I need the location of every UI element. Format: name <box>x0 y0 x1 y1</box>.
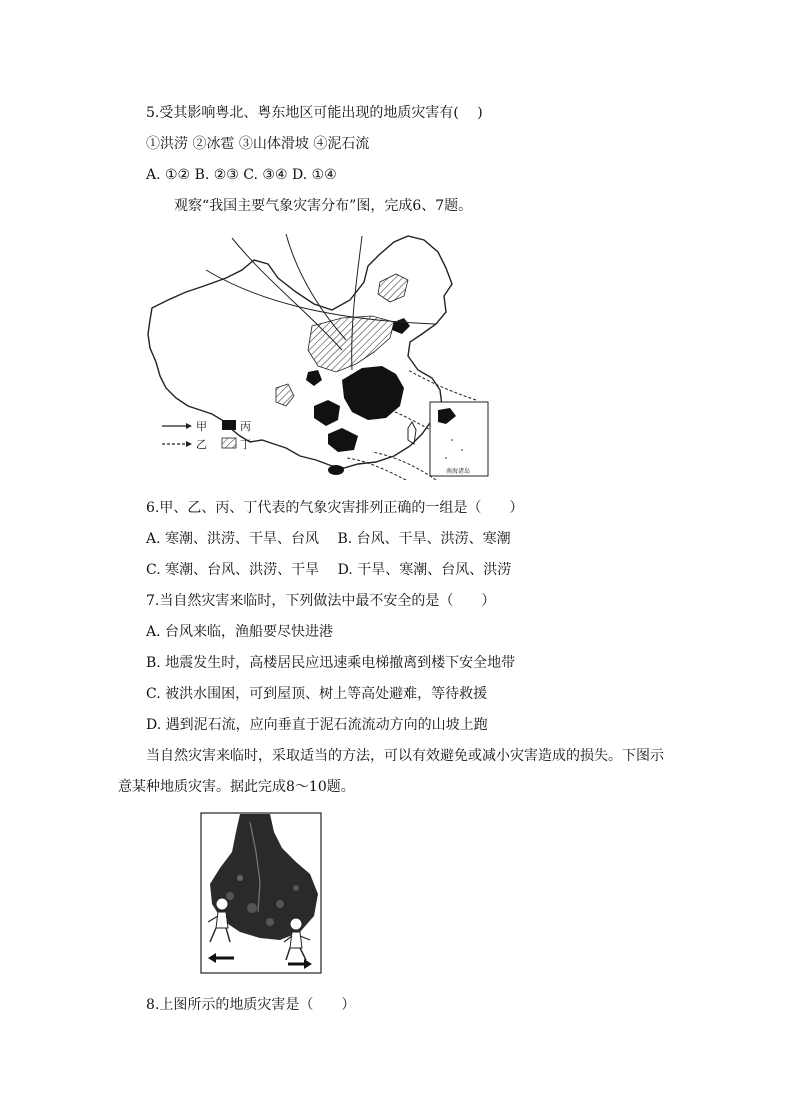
q6-stem: 6.甲、乙、丙、丁代表的气象灾害排列正确的一组是（ ） <box>146 500 524 516</box>
legend-yi-label: 乙 <box>196 438 207 451</box>
q7-option-c: C. 被洪水围困，可到屋顶、树上等高处避难，等待救援 <box>146 686 488 702</box>
q7-option-b: B. 地震发生时，高楼居民应迅速乘电梯撤离到楼下安全地带 <box>146 655 516 671</box>
q7-stem: 7.当自然灾害来临时，下列做法中最不安全的是（ ） <box>146 593 496 609</box>
yi-line-2 <box>408 370 476 400</box>
ding-region-sw <box>276 384 294 406</box>
taiwan-island <box>408 422 416 444</box>
q5-choices: A. ①② B. ②③ C. ③④ D. ①④ <box>146 167 337 183</box>
china-disaster-map <box>146 230 492 480</box>
bohai-region <box>392 318 410 334</box>
bing-region-main <box>342 366 404 420</box>
legend-bing-label: 丙 <box>240 420 251 433</box>
debris-flow-illustration <box>200 812 322 974</box>
q6-row1: A. 寒潮、洪涝、干旱、台风 B. 台风、干旱、洪涝、寒潮 <box>146 531 511 547</box>
hainan-island <box>328 465 344 475</box>
intro-8-10-line2: 意某种地质灾害。据此完成8～10题。 <box>118 779 355 795</box>
intro-8-10-line1: 当自然灾害来临时，采取适当的方法，可以有效避免或减小灾害造成的损失。下图示 <box>146 748 664 764</box>
q7-option-d: D. 遇到泥石流，应向垂直于泥石流流动方向的山坡上跑 <box>146 717 488 733</box>
ding-region-ne <box>378 274 408 302</box>
legend-bing-swatch <box>222 420 236 430</box>
q5-options: ①洪涝 ②冰雹 ③山体滑坡 ④泥石流 <box>146 136 370 152</box>
bing-region-south <box>328 428 358 452</box>
legend-ding-swatch <box>222 438 236 448</box>
ding-region <box>308 316 394 372</box>
legend-ding-label: 丁 <box>240 438 251 451</box>
legend-jia-label: 甲 <box>196 420 207 433</box>
jia-line-1 <box>232 238 342 350</box>
intro-6-7: 观察“我国主要气象灾害分布”图，完成6、7题。 <box>174 198 473 214</box>
bing-region-small <box>314 400 340 426</box>
q7-option-a: A. 台风来临，渔船要尽快进港 <box>146 624 334 640</box>
q6-row2: C. 寒潮、台风、洪涝、干旱 D. 干旱、寒潮、台风、洪涝 <box>146 562 512 578</box>
q8-stem: 8.上图所示的地质灾害是（ ） <box>146 997 356 1013</box>
bing-region-west <box>306 370 322 386</box>
inset-label: 南海诸岛 <box>446 468 471 475</box>
yi-line-3 <box>372 452 436 480</box>
q5-stem: 5.受其影响粤北、粤东地区可能出现的地质灾害有( ) <box>146 105 483 121</box>
